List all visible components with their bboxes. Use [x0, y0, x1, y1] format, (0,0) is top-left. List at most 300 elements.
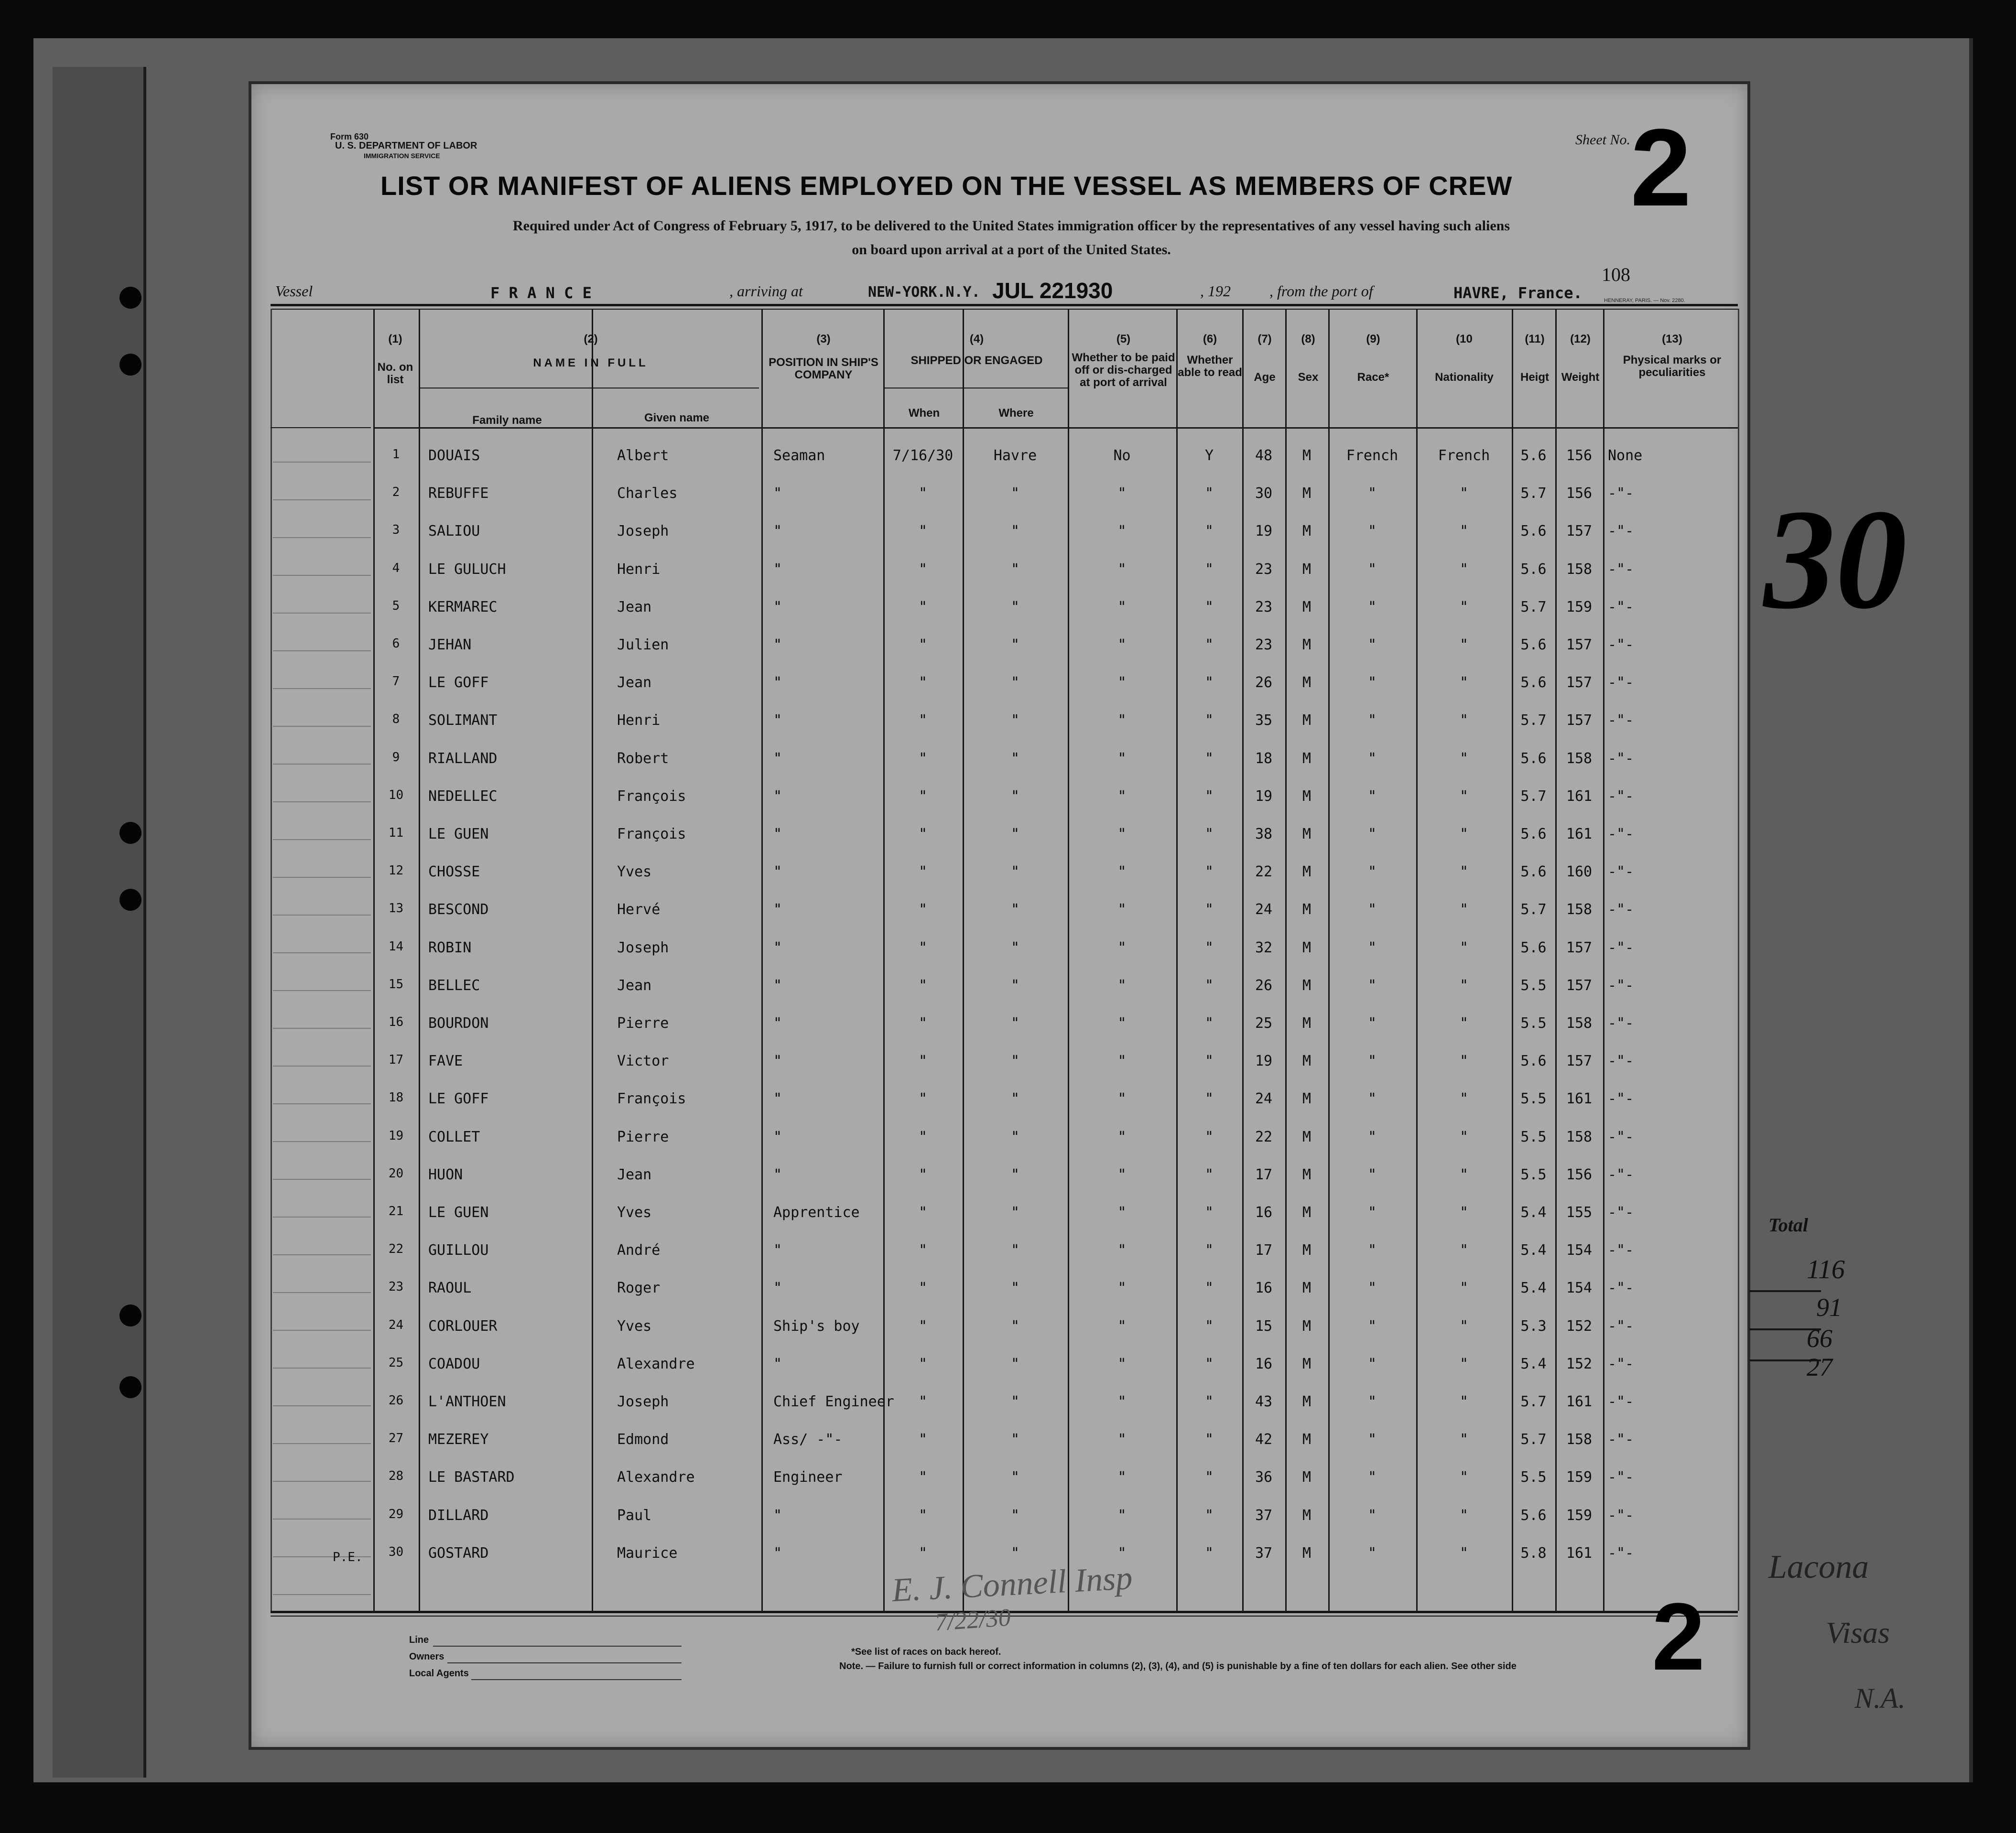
header-rule [271, 309, 1738, 310]
cell-given: Julien [617, 636, 669, 653]
cell-no: 6 [392, 636, 400, 651]
cell-nat: " [1459, 901, 1469, 918]
printer-imprint: HENNERAY, PARIS. — Nov. 2280. [1604, 298, 1685, 303]
total-rule [1749, 1290, 1821, 1292]
cell-race: " [1367, 712, 1377, 729]
cell-no: 16 [388, 1015, 404, 1029]
cell-when: " [918, 1545, 928, 1562]
cell-where: " [1010, 977, 1020, 994]
cell-marks: -"- [1608, 1318, 1634, 1335]
cell-race: " [1367, 1393, 1377, 1410]
cell-race: " [1367, 863, 1377, 880]
cell-where: " [1010, 1280, 1020, 1296]
cell-when: " [918, 1166, 928, 1183]
col-sex: Sex [1298, 371, 1319, 384]
cell-sex: M [1302, 1393, 1311, 1410]
cell-weight: 155 [1566, 1204, 1593, 1221]
cell-read: " [1204, 788, 1214, 805]
table-row [251, 1507, 1738, 1536]
cell-when: " [918, 901, 928, 918]
cell-read: " [1204, 636, 1214, 653]
cell-height: 5.6 [1520, 636, 1547, 653]
cell-when: " [918, 863, 928, 880]
cell-where: " [1010, 1053, 1020, 1069]
table-row [251, 485, 1738, 514]
cell-age: 22 [1255, 1129, 1273, 1145]
cell-marks: -"- [1608, 788, 1634, 805]
cell-no: 17 [388, 1053, 404, 1067]
cell-where: " [1010, 1090, 1020, 1107]
cell-where: Havre [993, 447, 1037, 464]
local-agents-label: Local Agents [409, 1668, 469, 1679]
cell-read: " [1204, 712, 1214, 729]
cell-sex: M [1302, 901, 1311, 918]
col-name-in-full: NAME IN FULL [533, 356, 649, 369]
table-row [251, 1204, 1738, 1233]
cell-paid: " [1117, 599, 1127, 615]
cell-where: " [1010, 788, 1020, 805]
cell-age: 37 [1255, 1507, 1273, 1524]
cell-paid: " [1117, 561, 1127, 578]
cell-no: 8 [392, 712, 400, 726]
cell-race: " [1367, 826, 1377, 842]
cell-read: " [1204, 1356, 1214, 1372]
cell-height: 5.4 [1520, 1280, 1547, 1296]
cell-nat: " [1459, 1431, 1469, 1448]
cell-nat: " [1459, 1204, 1469, 1221]
cell-nat: " [1459, 599, 1469, 615]
cell-position: " [773, 712, 782, 729]
line-field [433, 1646, 682, 1647]
table-row [251, 674, 1738, 703]
cell-given: Yves [617, 1318, 652, 1335]
cell-sex: M [1302, 1356, 1311, 1372]
cell-when: " [918, 599, 928, 615]
cell-given: Paul [617, 1507, 652, 1524]
cell-no: 10 [388, 788, 404, 802]
cell-position: " [773, 826, 782, 842]
cell-marks: -"- [1608, 636, 1634, 653]
cell-race: " [1367, 561, 1377, 578]
cell-position: " [773, 1356, 782, 1372]
cell-paid: " [1117, 1242, 1127, 1259]
sheet-number-bottom: 2 [1652, 1584, 1705, 1690]
cell-paid: " [1117, 1393, 1127, 1410]
cell-sex: M [1302, 1280, 1311, 1296]
cell-read: " [1204, 1015, 1214, 1032]
cell-race: " [1367, 1469, 1377, 1486]
cell-marks: -"- [1608, 712, 1634, 729]
col-given-name: Given name [644, 411, 710, 424]
total-value-4: 27 [1807, 1353, 1832, 1381]
cell-marks: -"- [1608, 939, 1634, 956]
cell-family: RAOUL [428, 1280, 472, 1296]
service-name: IMMIGRATION SERVICE [364, 152, 440, 160]
cell-no: 25 [388, 1356, 404, 1370]
cell-sex: M [1302, 939, 1311, 956]
year-label: , 192 [1200, 282, 1231, 300]
cell-read: " [1204, 939, 1214, 956]
cell-weight: 157 [1566, 1053, 1593, 1069]
cell-height: 5.6 [1520, 750, 1547, 767]
side-note-3: N.A. [1854, 1682, 1906, 1714]
cell-no: 20 [388, 1166, 404, 1181]
table-row [251, 1356, 1738, 1384]
table-row [251, 1166, 1738, 1195]
cell-no: 18 [388, 1090, 404, 1105]
cell-height: 5.4 [1520, 1356, 1547, 1372]
cell-paid: " [1117, 826, 1127, 842]
cell-family: KERMAREC [428, 599, 498, 615]
col-num-6: (6) [1203, 333, 1217, 345]
total-value-2: 91 [1816, 1293, 1842, 1322]
cell-given: François [617, 826, 686, 842]
cell-where: " [1010, 523, 1020, 539]
cell-marks: -"- [1608, 1545, 1634, 1562]
table-row [251, 901, 1738, 930]
cell-height: 5.3 [1520, 1318, 1547, 1335]
cell-where: " [1010, 1431, 1020, 1448]
cell-weight: 158 [1566, 1129, 1593, 1145]
cell-race: " [1367, 1545, 1377, 1562]
cell-family: REBUFFE [428, 485, 489, 502]
cell-family: DOUAIS [428, 447, 480, 464]
cell-nat: " [1459, 977, 1469, 994]
cell-where: " [1010, 1545, 1020, 1562]
cell-height: 5.7 [1520, 901, 1547, 918]
cell-age: 24 [1255, 901, 1273, 918]
cell-read: " [1204, 1129, 1214, 1145]
cell-sex: M [1302, 1507, 1311, 1524]
cell-nat: " [1459, 1242, 1469, 1259]
cell-marks: -"- [1608, 523, 1634, 539]
cell-given: Robert [617, 750, 669, 767]
col-num-13: (13) [1662, 333, 1682, 345]
cell-sex: M [1302, 1318, 1311, 1335]
cell-height: 5.7 [1520, 599, 1547, 615]
cell-read: Y [1204, 447, 1214, 464]
departure-port: HAVRE, France. [1453, 284, 1582, 302]
cell-when: " [918, 636, 928, 653]
cell-position: " [773, 788, 782, 805]
cell-age: 23 [1255, 636, 1273, 653]
cell-when: " [918, 674, 928, 691]
cell-weight: 157 [1566, 712, 1593, 729]
cell-position: " [773, 674, 782, 691]
cell-nat: " [1459, 712, 1469, 729]
cell-no: 19 [388, 1129, 404, 1143]
cell-paid: " [1117, 1431, 1127, 1448]
cell-family: HUON [428, 1166, 463, 1183]
form-number: Form 630 [330, 132, 369, 141]
cell-read: " [1204, 1053, 1214, 1069]
col-num-1: (1) [388, 333, 402, 345]
cell-height: 5.7 [1520, 1393, 1547, 1410]
cell-family: BELLEC [428, 977, 480, 994]
cell-age: 26 [1255, 977, 1273, 994]
cell-given: André [617, 1242, 661, 1259]
cell-paid: " [1117, 788, 1127, 805]
cell-height: 5.5 [1520, 1166, 1547, 1183]
cell-where: " [1010, 674, 1020, 691]
cell-age: 23 [1255, 599, 1273, 615]
cell-race: " [1367, 1129, 1377, 1145]
side-note-2: Visas [1826, 1616, 1890, 1650]
cell-sex: M [1302, 977, 1311, 994]
subtitle-line-1: Required under Act of Congress of February 5, 1917, to be delivered to the United States immigration officer by the representatives of any vessel having such aliens [513, 218, 1510, 234]
cell-no: 13 [388, 901, 404, 916]
cell-nat: " [1459, 561, 1469, 578]
cell-age: 24 [1255, 1090, 1273, 1107]
table-row [251, 977, 1738, 1006]
cell-nat: French [1438, 447, 1490, 464]
cell-family: BOURDON [428, 1015, 489, 1032]
col-height: Heigt [1520, 371, 1549, 384]
cell-when: " [918, 1090, 928, 1107]
cell-no: 27 [388, 1431, 404, 1445]
cell-when: " [918, 1129, 928, 1145]
cell-nat: " [1459, 939, 1469, 956]
cell-sex: M [1302, 561, 1311, 578]
cell-height: 5.5 [1520, 977, 1547, 994]
cell-read: " [1204, 674, 1214, 691]
cell-paid: " [1117, 1015, 1127, 1032]
cell-family: GUILLOU [428, 1242, 489, 1259]
cell-paid: " [1117, 1356, 1127, 1372]
cell-given: Jean [617, 977, 652, 994]
cell-no: 11 [388, 826, 404, 840]
table-row [251, 636, 1738, 665]
cell-read: " [1204, 1545, 1214, 1562]
cell-family: RIALLAND [428, 750, 498, 767]
cell-family: L'ANTHOEN [428, 1393, 506, 1410]
cell-read: " [1204, 1166, 1214, 1183]
cell-weight: 161 [1566, 1545, 1593, 1562]
cell-weight: 154 [1566, 1280, 1593, 1296]
cell-no: 14 [388, 939, 404, 954]
cell-given: Alexandre [617, 1356, 695, 1372]
cell-where: " [1010, 1166, 1020, 1183]
cell-weight: 156 [1566, 447, 1593, 464]
cell-position: Ass/ -"- [773, 1431, 843, 1448]
cell-where: " [1010, 1507, 1020, 1524]
cell-where: " [1010, 1015, 1020, 1032]
arrival-port: NEW-YORK.N.Y. [868, 284, 980, 301]
cell-race: " [1367, 1053, 1377, 1069]
cell-where: " [1010, 599, 1020, 615]
cell-family: DILLARD [428, 1507, 489, 1524]
cell-marks: None [1608, 447, 1643, 464]
cell-marks: -"- [1608, 826, 1634, 842]
cell-height: 5.6 [1520, 826, 1547, 842]
binding-hole [119, 354, 141, 376]
cell-sex: M [1302, 750, 1311, 767]
cell-nat: " [1459, 1280, 1469, 1296]
table-row [251, 1280, 1738, 1308]
cell-race: " [1367, 1090, 1377, 1107]
cell-sex: M [1302, 1166, 1311, 1183]
cell-age: 18 [1255, 750, 1273, 767]
cell-given: Henri [617, 712, 661, 729]
cell-paid: " [1117, 901, 1127, 918]
cell-marks: -"- [1608, 1469, 1634, 1486]
cell-race: " [1367, 750, 1377, 767]
cell-given: Jean [617, 1166, 652, 1183]
cell-read: " [1204, 561, 1214, 578]
cell-marks: -"- [1608, 1015, 1634, 1032]
cell-paid: " [1117, 1507, 1127, 1524]
cell-given: Maurice [617, 1545, 678, 1562]
binding-hole [119, 287, 141, 309]
cell-height: 5.8 [1520, 1545, 1547, 1562]
cell-paid: " [1117, 1204, 1127, 1221]
cell-age: 48 [1255, 447, 1273, 464]
cell-marks: -"- [1608, 1507, 1634, 1524]
cell-paid: " [1117, 977, 1127, 994]
cell-sex: M [1302, 674, 1311, 691]
cell-height: 5.7 [1520, 788, 1547, 805]
binding-hole [119, 822, 141, 844]
col-where: Where [998, 407, 1034, 420]
cell-weight: 152 [1566, 1318, 1593, 1335]
cell-when: " [918, 1431, 928, 1448]
cell-marks: -"- [1608, 1280, 1634, 1296]
cell-read: " [1204, 826, 1214, 842]
cell-age: 35 [1255, 712, 1273, 729]
list-number: 108 [1602, 264, 1630, 285]
cell-read: " [1204, 1393, 1214, 1410]
cell-weight: 158 [1566, 1431, 1593, 1448]
cell-weight: 152 [1566, 1356, 1593, 1372]
cell-nat: " [1459, 485, 1469, 502]
cell-race: " [1367, 485, 1377, 502]
cell-no: 5 [392, 599, 400, 613]
cell-no: 29 [388, 1507, 404, 1521]
cell-weight: 161 [1566, 1393, 1593, 1410]
cell-weight: 157 [1566, 939, 1593, 956]
cell-read: " [1204, 1431, 1214, 1448]
cell-given: Albert [617, 447, 669, 464]
cell-sex: M [1302, 1015, 1311, 1032]
cell-when: " [918, 485, 928, 502]
cell-given: Pierre [617, 1015, 669, 1032]
col-num-7: (7) [1257, 333, 1272, 345]
cell-weight: 159 [1566, 1469, 1593, 1486]
cell-where: " [1010, 1204, 1020, 1221]
cell-sex: M [1302, 1090, 1311, 1107]
cell-race: " [1367, 1204, 1377, 1221]
cell-position: " [773, 523, 782, 539]
margin-rule [271, 427, 371, 428]
table-row [251, 1015, 1738, 1044]
cell-nat: " [1459, 1318, 1469, 1335]
table-row [251, 599, 1738, 627]
col-nationality: Nationality [1435, 371, 1494, 384]
cell-when: " [918, 750, 928, 767]
cell-race: " [1367, 1356, 1377, 1372]
cell-position: " [773, 901, 782, 918]
cell-marks: -"- [1608, 1129, 1634, 1145]
cell-position: Chief Engineer [773, 1393, 894, 1410]
cell-weight: 156 [1566, 1166, 1593, 1183]
cell-no: 12 [388, 863, 404, 878]
cell-family: COADOU [428, 1356, 480, 1372]
cell-when: " [918, 1204, 928, 1221]
cell-weight: 158 [1566, 561, 1593, 578]
table-row [251, 788, 1738, 817]
cell-nat: " [1459, 674, 1469, 691]
cell-marks: -"- [1608, 1393, 1634, 1410]
cell-paid: " [1117, 674, 1127, 691]
cell-weight: 157 [1566, 977, 1593, 994]
cell-marks: -"- [1608, 561, 1634, 578]
cell-read: " [1204, 599, 1214, 615]
cell-position: " [773, 485, 782, 502]
cell-read: " [1204, 1507, 1214, 1524]
cell-sex: M [1302, 636, 1311, 653]
cell-height: 5.5 [1520, 1129, 1547, 1145]
cell-when: " [918, 788, 928, 805]
cell-height: 5.6 [1520, 447, 1547, 464]
table-row [251, 1469, 1738, 1498]
cell-position: Engineer [773, 1469, 843, 1486]
cell-no: 9 [392, 750, 400, 765]
cell-paid: " [1117, 1166, 1127, 1183]
cell-sex: M [1302, 788, 1311, 805]
cell-weight: 158 [1566, 1015, 1593, 1032]
cell-when: " [918, 1280, 928, 1296]
arrival-date-stamp: JUL 221930 [992, 278, 1113, 303]
cell-age: 17 [1255, 1166, 1273, 1183]
cell-no: 4 [392, 561, 400, 575]
cell-given: Joseph [617, 939, 669, 956]
cell-height: 5.6 [1520, 939, 1547, 956]
cell-paid: " [1117, 1280, 1127, 1296]
cell-given: Joseph [617, 1393, 669, 1410]
cell-given: Yves [617, 1204, 652, 1221]
cell-nat: " [1459, 1356, 1469, 1372]
cell-race: " [1367, 636, 1377, 653]
cell-height: 5.7 [1520, 712, 1547, 729]
col-age: Age [1254, 371, 1276, 384]
owners-field [447, 1662, 682, 1663]
cell-weight: 159 [1566, 1507, 1593, 1524]
total-value-3: 66 [1807, 1324, 1832, 1353]
cell-weight: 157 [1566, 523, 1593, 539]
cell-paid: " [1117, 939, 1127, 956]
table-row [251, 712, 1738, 741]
cell-marks: -"- [1608, 485, 1634, 502]
cell-marks: -"- [1608, 750, 1634, 767]
cell-given: Jean [617, 599, 652, 615]
table-row [251, 561, 1738, 590]
cell-when: 7/16/30 [892, 447, 954, 464]
cell-family: BESCOND [428, 901, 489, 918]
cell-age: 43 [1255, 1393, 1273, 1410]
cell-weight: 154 [1566, 1242, 1593, 1259]
cell-where: " [1010, 636, 1020, 653]
cell-family: CORLOUER [428, 1318, 498, 1335]
table-row [251, 447, 1738, 476]
cell-read: " [1204, 750, 1214, 767]
table-row [251, 863, 1738, 892]
col-num-2: (2) [584, 333, 598, 345]
cell-paid: " [1117, 1469, 1127, 1486]
cell-read: " [1204, 1318, 1214, 1335]
cell-no: 1 [392, 447, 400, 462]
col-paid-off: Whether to be paid off or dis-charged at port of arrival [1072, 351, 1175, 389]
cell-marks: -"- [1608, 1166, 1634, 1183]
